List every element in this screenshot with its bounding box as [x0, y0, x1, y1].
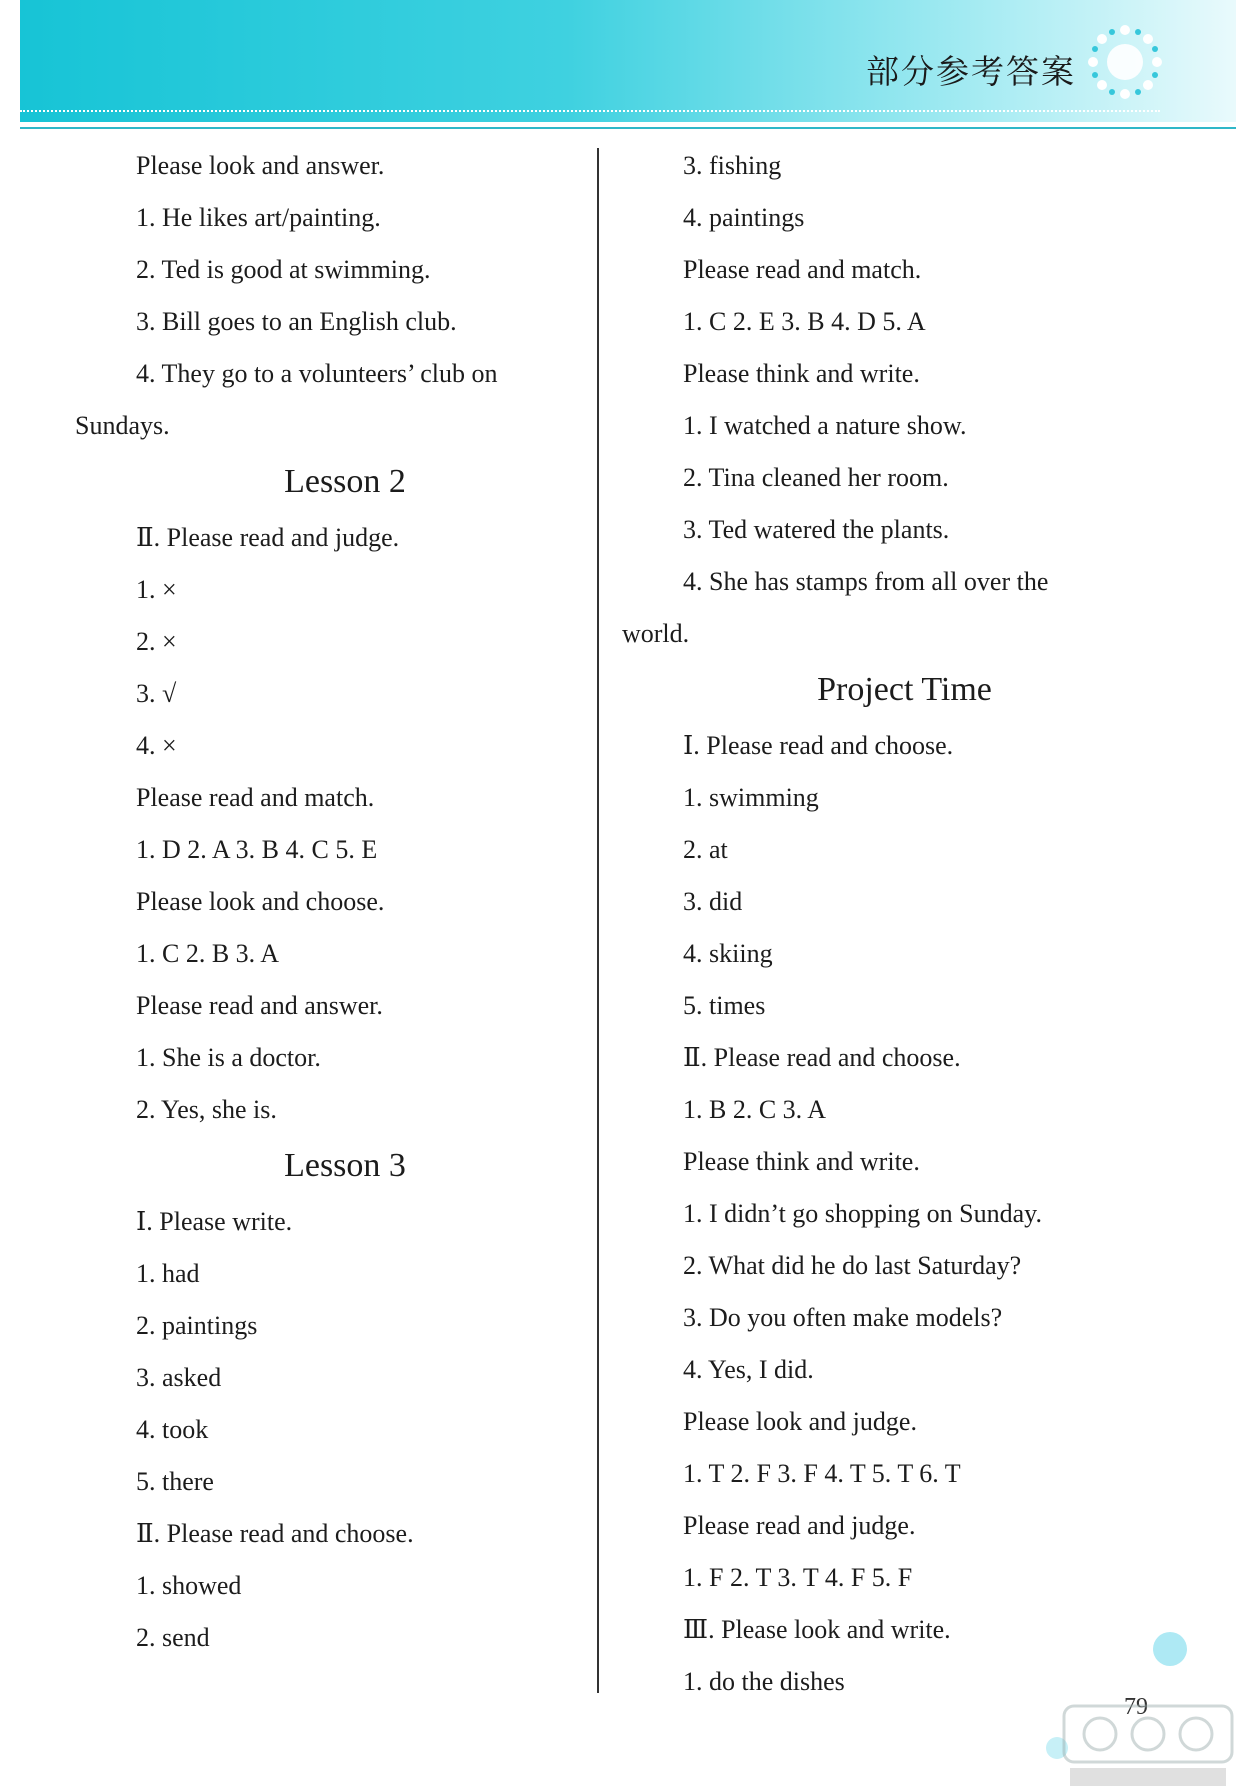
answer-line: 2. Yes, she is. [136, 1095, 277, 1124]
answer-line: 1. T 2. F 3. F 4. T 5. T 6. T [683, 1459, 961, 1488]
answer-line: 2. × [136, 627, 177, 656]
lesson-heading: Lesson 3 [284, 1147, 406, 1184]
answer-line: 4. × [136, 731, 177, 760]
watermark-logo [1060, 1700, 1236, 1792]
answer-line: 4. skiing [683, 939, 773, 968]
answer-line: Ⅰ. Please read and choose. [683, 731, 954, 760]
answer-line: 3. √ [136, 679, 177, 708]
answer-line: 1. She is a doctor. [136, 1043, 321, 1072]
answer-line: Please think and write. [683, 1147, 920, 1176]
answer-line: Please read and match. [683, 255, 922, 284]
answer-line: 1. He likes art/painting. [136, 203, 381, 232]
answer-line: world. [622, 619, 690, 648]
answer-line: 1. B 2. C 3. A [683, 1095, 827, 1124]
answer-line: 2. paintings [136, 1311, 258, 1340]
answer-line: 3. did [683, 887, 743, 916]
answer-line: 4. They go to a volunteers’ club on [136, 359, 498, 388]
decorative-bubble [1153, 1632, 1187, 1666]
answer-line: Please think and write. [683, 359, 920, 388]
answer-line: 1. do the dishes [683, 1667, 845, 1696]
answer-line: Ⅱ. Please read and judge. [136, 523, 400, 552]
right-answer-column [622, 140, 1127, 1708]
answer-line: 4. She has stamps from all over the [683, 567, 1049, 596]
header-rule [20, 127, 1236, 129]
answer-line: 4. Yes, I did. [683, 1355, 814, 1384]
left-answer-column [75, 140, 575, 1664]
page-number: 79 [1124, 1694, 1148, 1720]
answer-line: 3. Ted watered the plants. [683, 515, 950, 544]
answer-line: 3. asked [136, 1363, 222, 1392]
answer-line: 2. at [683, 835, 728, 864]
answer-line: 1. × [136, 575, 177, 604]
answer-line: 5. times [683, 991, 766, 1020]
answer-line: 2. What did he do last Saturday? [683, 1251, 1022, 1280]
answer-line: 3. Bill goes to an English club. [136, 307, 457, 336]
answer-line: 1. C 2. E 3. B 4. D 5. A [683, 307, 926, 336]
answer-line: 4. paintings [683, 203, 805, 232]
lesson-heading: Project Time [817, 671, 992, 708]
answer-line: 2. Tina cleaned her room. [683, 463, 949, 492]
answer-line: 1. C 2. B 3. A [136, 939, 280, 968]
sun-dots-icon [1085, 22, 1165, 102]
answer-line: 5. there [136, 1467, 214, 1496]
answer-line: 1. F 2. T 3. T 4. F 5. F [683, 1563, 913, 1592]
answer-line: Please look and answer. [136, 151, 385, 180]
answer-line: 2. Ted is good at swimming. [136, 255, 431, 284]
answer-line: 4. took [136, 1415, 209, 1444]
answer-line: Please read and answer. [136, 991, 383, 1020]
answer-line: 1. I watched a nature show. [683, 411, 967, 440]
lesson-heading: Lesson 2 [284, 463, 406, 500]
answer-line: Please look and judge. [683, 1407, 917, 1436]
answer-line: 3. fishing [683, 151, 782, 180]
header-dotted-rule [20, 110, 1160, 112]
answer-line: 1. had [136, 1259, 200, 1288]
answer-line: Ⅱ. Please read and choose. [683, 1043, 961, 1072]
answer-line: Please read and judge. [683, 1511, 916, 1540]
answer-line: 1. swimming [683, 783, 819, 812]
answer-line: 1. showed [136, 1571, 242, 1600]
answer-line: Sundays. [75, 411, 170, 440]
answer-line: 1. D 2. A 3. B 4. C 5. E [136, 835, 378, 864]
answer-line: Please read and match. [136, 783, 375, 812]
answer-line: Ⅲ. Please look and write. [683, 1615, 951, 1644]
section-title: 部分参考答案 [866, 52, 1076, 91]
answer-line: 3. Do you often make models? [683, 1303, 1003, 1332]
answer-line: 1. I didn’t go shopping on Sunday. [683, 1199, 1042, 1228]
answer-line: Ⅱ. Please read and choose. [136, 1519, 414, 1548]
answer-line: 2. send [136, 1623, 210, 1652]
answer-line: Ⅰ. Please write. [136, 1207, 293, 1236]
answer-line: Please look and choose. [136, 887, 385, 916]
column-divider [597, 148, 599, 1693]
